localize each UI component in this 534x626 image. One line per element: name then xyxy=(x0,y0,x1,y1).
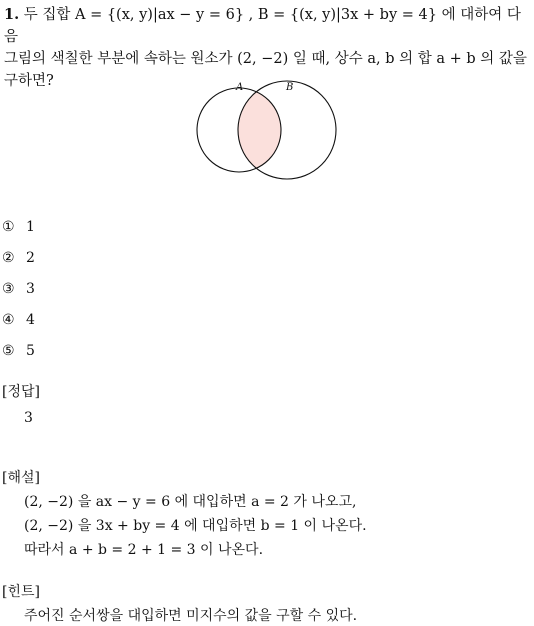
problem-line-1 xyxy=(4,4,532,48)
answer-value: 3 xyxy=(24,410,33,426)
choice-1-mark: ① xyxy=(2,219,15,235)
venn-diagram xyxy=(190,74,350,182)
problem-number: 1. xyxy=(4,6,20,23)
problem-text-line-3: 구하면? xyxy=(4,73,54,89)
choice-4-value: 4 xyxy=(26,312,35,328)
choice-3[interactable] xyxy=(2,278,35,300)
hint-label: [힌트] xyxy=(2,584,40,600)
venn-label-b: B xyxy=(286,82,294,93)
choice-5-mark: ⑤ xyxy=(2,343,15,359)
choice-1-value: 1 xyxy=(26,219,35,235)
hint-text: 주어진 순서쌍을 대입하면 미지수의 값을 구할 수 있다. xyxy=(24,608,358,624)
choice-3-mark: ③ xyxy=(2,281,15,297)
explanation-line-3: 따라서 a + b = 2 + 1 = 3 이 나온다. xyxy=(24,542,264,558)
problem-text-line-1: 두 집합 A = {(x, y)|ax − y = 6} , B = {(x, y)|3x + by = 4} 에 대하여 다음 xyxy=(4,7,521,45)
choice-4[interactable] xyxy=(2,309,35,331)
problem-text-line-2: 그림의 색칠한 부분에 속하는 원소가 (2, −2) 일 때, 상수 a, b 의 합 a + b 의 값을 xyxy=(4,51,527,67)
explanation-label: [해설] xyxy=(2,470,40,486)
venn-label-a: A xyxy=(236,82,244,93)
choice-1[interactable] xyxy=(2,216,35,238)
choice-2-mark: ② xyxy=(2,250,15,266)
choice-2[interactable] xyxy=(2,247,35,269)
choice-5-value: 5 xyxy=(26,343,35,359)
explanation-line-2: (2, −2) 을 3x + by = 4 에 대입하면 b = 1 이 나온다. xyxy=(24,518,367,534)
choice-3-value: 3 xyxy=(26,281,35,297)
choice-5[interactable] xyxy=(2,340,35,362)
explanation-line-1: (2, −2) 을 ax − y = 6 에 대입하면 a = 2 가 나오고, xyxy=(24,494,357,510)
answer-label: [정답] xyxy=(2,384,40,400)
choice-4-mark: ④ xyxy=(2,312,15,328)
choice-2-value: 2 xyxy=(26,250,35,266)
